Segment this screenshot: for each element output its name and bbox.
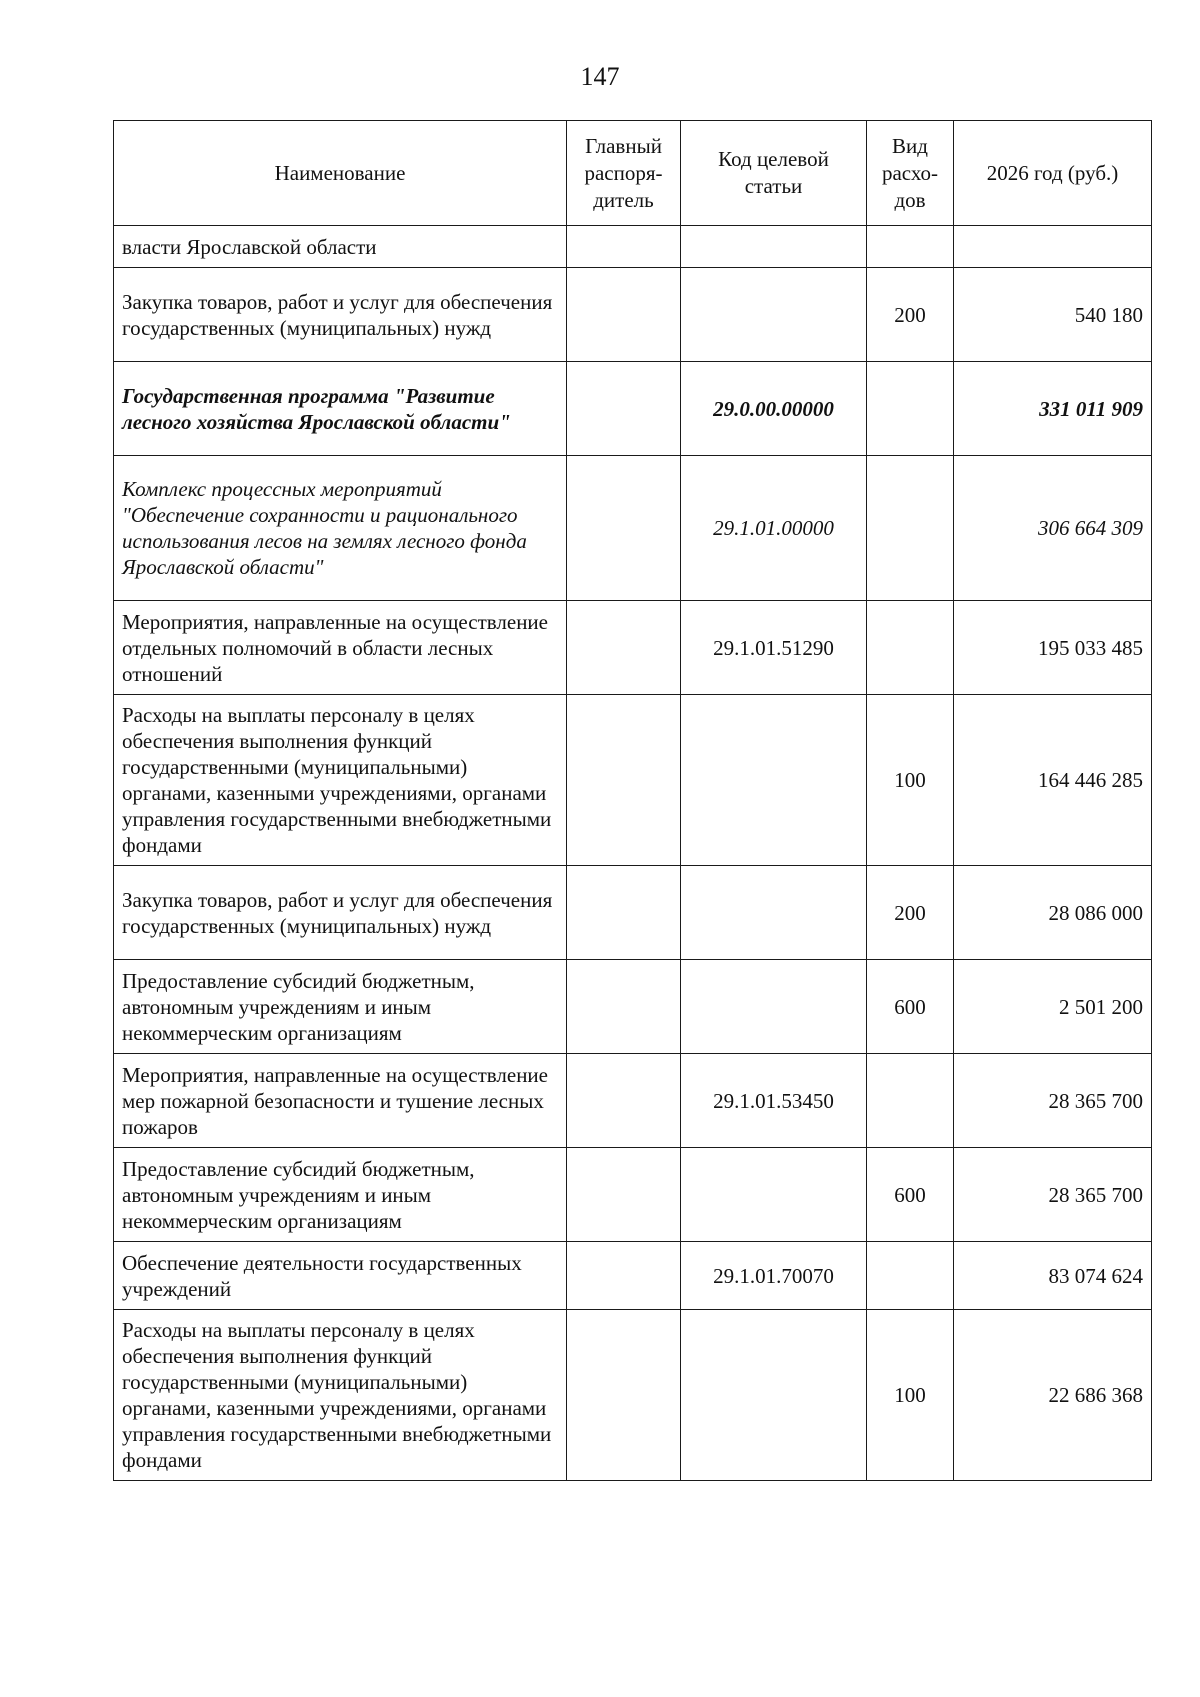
cell-amount: 331 011 909 — [954, 362, 1152, 456]
table-row — [114, 601, 1152, 695]
cell-amount — [954, 226, 1152, 268]
cell-main-manager — [567, 1148, 681, 1242]
cell-amount: 306 664 309 — [954, 456, 1152, 601]
cell-main-manager — [567, 695, 681, 866]
cell-name: Комплекс процессных мероприятий "Обеспечение сохранности и рационального использования лесов на землях лесного фонда Ярославской области" — [114, 456, 567, 601]
cell-amount: 28 365 700 — [954, 1054, 1152, 1148]
table-row — [114, 226, 1152, 268]
table-body — [114, 226, 1152, 1481]
cell-name: Обеспечение деятельности государственных учреждений — [114, 1242, 567, 1310]
table-row — [114, 695, 1152, 866]
header-expense-type: Вид расхо- дов — [867, 121, 954, 226]
cell-main-manager — [567, 226, 681, 268]
table-row — [114, 1148, 1152, 1242]
cell-name: Предоставление субсидий бюджетным, автономным учреждениям и иным некоммерческим организациям — [114, 1148, 567, 1242]
cell-name: власти Ярославской области — [114, 226, 567, 268]
table-row — [114, 1310, 1152, 1481]
cell-expense-type: 100 — [867, 1310, 954, 1481]
cell-amount: 164 446 285 — [954, 695, 1152, 866]
cell-amount: 22 686 368 — [954, 1310, 1152, 1481]
table-row — [114, 268, 1152, 362]
cell-target-code: 29.0.00.00000 — [681, 362, 867, 456]
cell-expense-type — [867, 226, 954, 268]
header-year: 2026 год (руб.) — [954, 121, 1152, 226]
cell-target-code — [681, 268, 867, 362]
table-header — [114, 121, 1152, 226]
cell-expense-type — [867, 1054, 954, 1148]
cell-amount: 195 033 485 — [954, 601, 1152, 695]
cell-expense-type: 600 — [867, 1148, 954, 1242]
cell-expense-type — [867, 601, 954, 695]
cell-main-manager — [567, 960, 681, 1054]
cell-expense-type: 200 — [867, 866, 954, 960]
cell-main-manager — [567, 866, 681, 960]
cell-amount: 83 074 624 — [954, 1242, 1152, 1310]
cell-name: Государственная программа "Развитие лесного хозяйства Ярославской области" — [114, 362, 567, 456]
cell-expense-type: 100 — [867, 695, 954, 866]
cell-target-code — [681, 866, 867, 960]
cell-amount: 540 180 — [954, 268, 1152, 362]
cell-target-code — [681, 695, 867, 866]
cell-expense-type — [867, 456, 954, 601]
cell-target-code: 29.1.01.51290 — [681, 601, 867, 695]
cell-amount: 28 086 000 — [954, 866, 1152, 960]
cell-amount: 28 365 700 — [954, 1148, 1152, 1242]
table-row — [114, 1054, 1152, 1148]
table-row — [114, 456, 1152, 601]
cell-target-code — [681, 960, 867, 1054]
cell-main-manager — [567, 601, 681, 695]
cell-expense-type — [867, 1242, 954, 1310]
cell-name: Закупка товаров, работ и услуг для обеспечения государственных (муниципальных) нужд — [114, 866, 567, 960]
cell-name: Закупка товаров, работ и услуг для обеспечения государственных (муниципальных) нужд — [114, 268, 567, 362]
cell-main-manager — [567, 1242, 681, 1310]
cell-main-manager — [567, 362, 681, 456]
cell-main-manager — [567, 1054, 681, 1148]
cell-target-code: 29.1.01.70070 — [681, 1242, 867, 1310]
header-target-code: Код целевой статьи — [681, 121, 867, 226]
header-main-manager: Главный распоря- дитель — [567, 121, 681, 226]
cell-target-code — [681, 1148, 867, 1242]
cell-target-code — [681, 226, 867, 268]
cell-name: Предоставление субсидий бюджетным, автономным учреждениям и иным некоммерческим организациям — [114, 960, 567, 1054]
cell-main-manager — [567, 1310, 681, 1481]
page-number: 147 — [580, 62, 620, 91]
cell-amount: 2 501 200 — [954, 960, 1152, 1054]
budget-table — [113, 120, 1152, 1481]
cell-target-code: 29.1.01.00000 — [681, 456, 867, 601]
cell-expense-type — [867, 362, 954, 456]
header-row — [114, 121, 1152, 226]
cell-name: Мероприятия, направленные на осуществление мер пожарной безопасности и тушение лесных пожаров — [114, 1054, 567, 1148]
table-row — [114, 1242, 1152, 1310]
cell-target-code: 29.1.01.53450 — [681, 1054, 867, 1148]
cell-main-manager — [567, 456, 681, 601]
cell-name: Расходы на выплаты персоналу в целях обеспечения выполнения функций государственными (муниципальными) органами, казенными учреждениями, органами управления государственными внебюджетными фондами — [114, 695, 567, 866]
table-row — [114, 960, 1152, 1054]
header-name: Наименование — [114, 121, 567, 226]
cell-target-code — [681, 1310, 867, 1481]
table-row — [114, 866, 1152, 960]
cell-expense-type: 600 — [867, 960, 954, 1054]
cell-main-manager — [567, 268, 681, 362]
table-row — [114, 362, 1152, 456]
cell-expense-type: 200 — [867, 268, 954, 362]
cell-name: Мероприятия, направленные на осуществление отдельных полномочий в области лесных отношений — [114, 601, 567, 695]
cell-name: Расходы на выплаты персоналу в целях обеспечения выполнения функций государственными (муниципальными) органами, казенными учреждениями, органами управления государственными внебюджетными фондами — [114, 1310, 567, 1481]
